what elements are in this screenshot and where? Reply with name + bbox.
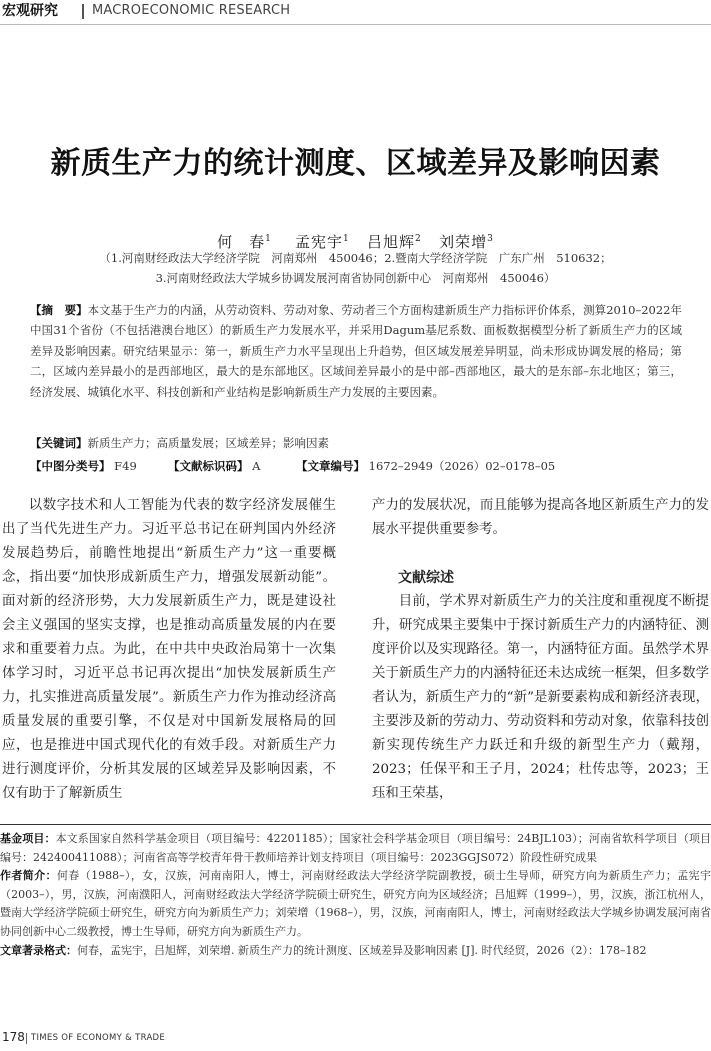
clc-value: F49 — [114, 459, 137, 473]
author-bio-text: 何春（1988–），女，汉族，河南南阳人，博士，河南财经政法大学经济学院副教授，硕士生导师，研究方向为新质生产力；孟宪宇（2003–），男，汉族，河南濮阳人，河南财经政法大学经济学院硕士研究生，研究方向为区域经济；吕旭辉（1999–），男，汉族，浙江杭州人，暨南大学经济学院硕士研究生，研究方向为新质生产力；刘荣增（1968–），男，汉族，河南南阳人，博士，河南财经政法大学城乡协调发展河南省协同创新中心二级教授，博士生导师，研究方向为新质生产力。 — [0, 869, 711, 938]
article-no-value: 1672–2949（2026）02–0178–05 — [368, 459, 556, 473]
citation-text: 何春，孟宪宇，吕旭辉，刘荣增. 新质生产力的统计测度、区域差异及影响因素 [J]. 时代经贸，2026（2）：178–182 — [77, 943, 647, 957]
section-label-en: MACROECONOMIC RESEARCH — [92, 3, 291, 18]
journal-name: TIMES OF ECONOMY & TRADE — [31, 1033, 166, 1043]
paper-title: 新质生产力的统计测度、区域差异及影响因素 — [50, 146, 661, 181]
author-affil-mark: 3 — [487, 234, 494, 244]
body-paragraph: 产力的发展状况，而且能够为提高各地区新质生产力的发展水平提供重要参考。 — [372, 498, 709, 537]
footnotes — [0, 830, 711, 960]
clc-label: 【中图分类号】 — [30, 459, 111, 473]
affiliation-line: （1.河南财经政法大学经济学院 河南郑州 450046；2.暨南大学经济学院 广东广州 510632； — [99, 251, 612, 265]
keywords — [30, 433, 682, 453]
header-divider — [82, 4, 84, 19]
abstract-text: 本文基于生产力的内涵，从劳动资料、劳动对象、劳动者三个方面构建新质生产力指标评价体系，测算2010–2022年中国31个省份（不包括港澳台地区）的新质生产力发展水平，并采用Dagum基尼系数、面板数据模型分析了新质生产力的区域差异及影响因素。研究结果显示：第一，新质生产力水平呈现出上升趋势，但区域发展差异明显，尚未形成协调发展的格局；第二，区域内差异最小的是西部地区，最大的是东部地区。区域间差异最小的是中部–西部地区，最大的是东部–东北地区；第三，经济发展、城镇化水平、科技创新和产业结构是影响新质生产力发展的主要因素。 — [30, 303, 683, 399]
header-rule — [0, 24, 711, 25]
fund-text: 本文系国家自然科学基金项目（项目编号：42201185）；国家社会科学基金项目（项目编号：24BJL103）；河南省软科学项目（项目编号：242400411088）；河南省高等学校青年骨干教师培养计划支持项目（项目编号：2023GGJS072）阶段性研究成果 — [0, 832, 711, 864]
classification-line — [30, 456, 690, 476]
footer-divider — [26, 1033, 27, 1044]
author-affil-mark: 2 — [415, 234, 422, 244]
author-bio-label: 作者简介： — [0, 869, 57, 883]
author-name: 刘荣增 — [439, 233, 488, 251]
section-heading: 文献综述 — [398, 570, 454, 586]
affiliation-line: 3.河南财经政法大学城乡协调发展河南省协同创新中心 河南郑州 450046） — [155, 271, 556, 285]
keywords-label: 【关键词】 — [30, 436, 88, 450]
body-column-left — [2, 494, 336, 806]
body-column-right — [372, 494, 709, 806]
body-paragraph: 以数字技术和人工智能为代表的数字经济发展催生出了当代先进生产力。习近平总书记在研判国内外经济发展趋势后，前瞻性地提出“新质生产力”这一重要概念，指出要“加快形成新质生产力，增强发展新动能”。面对新的经济形势，大力发展新质生产力，既是建设社会主义强国的坚实支撑，也是推动高质量发展的内在要求和重要着力点。为此，在中共中央政治局第十一次集体学习时，习近平总书记再次提出“加快发展新质生产力，扎实推进高质量发展”。新质生产力作为推动经济高质量发展的重要引擎，不仅是对中国新发展格局的回应，也是推进中国式现代化的有效手段。对新质生产力进行测度评价，分析其发展的区域差异及影响因素，不仅有助于了解新质生 — [2, 498, 336, 801]
author-name: 孟宪宇 — [294, 233, 343, 251]
doc-code-value: A — [252, 459, 261, 473]
abstract-label: 【摘 要】 — [30, 303, 88, 317]
author-affil-mark: 1 — [342, 234, 350, 244]
section-label: 宏观研究 — [2, 3, 58, 19]
author-affil-mark: 1 — [265, 234, 272, 244]
footnote-rule — [0, 824, 711, 825]
fund-label: 基金项目： — [0, 832, 56, 845]
doc-code-label: 【文献标识码】 — [168, 459, 249, 473]
article-no-label: 【文章编号】 — [296, 459, 365, 473]
abstract — [30, 300, 682, 402]
body-paragraph: 目前，学术界对新质生产力的关注度和重视度不断提升，研究成果主要集中于探讨新质生产力的内涵特征、测度评价以及实现路径。第一，内涵特征方面。虽然学术界关于新质生产力的内涵特征还未达成统一框架，但多数学者认为，新质生产力的“新”是新要素构成和新经济表现，主要涉及新的劳动力、劳动资料和劳动对象，依靠科技创新实现传统生产力跃迁和升级的新型生产力（戴翔，2023；任保平和王子月，2024；杜传忠等，2023；王珏和王荣基， — [372, 594, 709, 801]
keywords-text: 新质生产力；高质量发展；区域差异；影响因素 — [87, 436, 329, 450]
page-number: 178 — [2, 1030, 25, 1044]
citation-label: 文章著录格式： — [0, 943, 77, 957]
author-name: 何 春 — [217, 233, 266, 251]
author-name: 吕旭辉 — [367, 233, 416, 251]
